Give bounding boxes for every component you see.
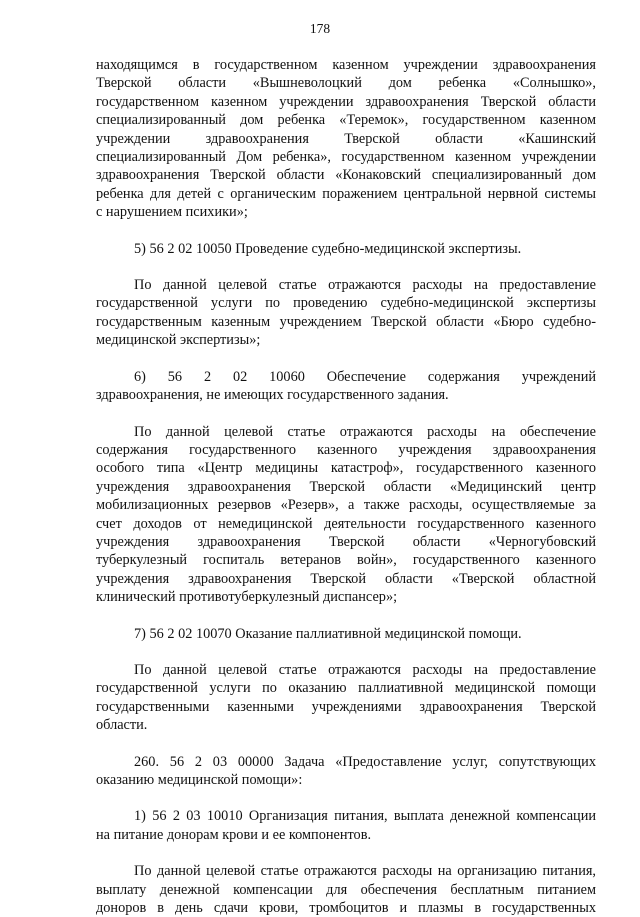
text-line: специализированный дом ребенка «Теремок», государственном казенном (96, 112, 596, 129)
paragraph (96, 625, 596, 643)
text-line: специализированный Дом ребенка», государственном казенном учреждении (96, 149, 596, 166)
text-line: на питание донорам крови и ее компонентов. (96, 826, 372, 843)
text-line: с нарушением психики»; (96, 204, 248, 221)
text-line: содержания государственного казенного учреждения здравоохранения (96, 441, 596, 458)
text-line: ребенка для детей с органическим поражением центральной нервной системы (96, 185, 596, 202)
text-line: Тверской области «Вышневолоцкий дом ребенка «Солнышко», (96, 75, 596, 92)
paragraph (96, 423, 596, 607)
text-line: здравоохранения Тверской области «Конаковский специализированный дом (96, 167, 596, 184)
text-line: 6) 56 2 02 10060 Обеспечение содержания учреждений (134, 368, 596, 385)
text-line: находящимся в государственном казенном учреждении здравоохранения (96, 57, 596, 73)
text-line: учреждения здравоохранения Тверской области «Черногубовский (96, 533, 596, 550)
paragraph (96, 276, 596, 350)
text-line: По данной целевой статье отражаются расходы на организацию питания, (134, 863, 596, 880)
paragraph (96, 240, 596, 258)
paragraph (96, 753, 596, 790)
text-line: государственном казенном учреждении здравоохранения Тверской области (96, 93, 596, 110)
text-line: оказанию медицинской помощи»: (96, 772, 303, 788)
text-line: здравоохранения, не имеющих государственного задания. (96, 387, 449, 404)
text-line: особого типа «Центр медицины катастроф», государственного казенного (96, 460, 596, 477)
text-line: государственной услуги по проведению судебно-медицинской экспертизы (96, 295, 596, 312)
text-line: учреждения здравоохранения Тверской области «Тверской областной (96, 570, 596, 587)
text-line: 7) 56 2 02 10070 Оказание паллиативной медицинской помощи. (134, 625, 522, 642)
paragraph (96, 862, 596, 917)
text-line: По данной целевой статье отражаются расходы на обеспечение (134, 423, 596, 440)
text-line: доноров в день сдачи крови, тромбоцитов и плазмы в государственных (96, 900, 596, 917)
text-line: государственной услуги по оказанию паллиативной медицинской помощи (96, 680, 596, 697)
text-line: области. (96, 717, 148, 734)
text-line: 260. 56 2 03 00000 Задача «Предоставление услуг, сопутствующих (134, 753, 596, 770)
text-line: 5) 56 2 02 10050 Проведение судебно-медицинской экспертизы. (134, 240, 522, 257)
paragraph (96, 56, 596, 222)
text-line: выплату денежной компенсации для обеспечения бесплатным питанием (96, 881, 596, 898)
text-line: По данной целевой статье отражаются расходы на предоставление (134, 661, 596, 678)
text-line: мобилизационных резервов «Резерв», а также расходы, осуществляемые за (96, 497, 596, 514)
text-line: клинический противотуберкулезный диспансер»; (96, 589, 398, 606)
text-line: государственными казенными учреждениями здравоохранения Тверской (96, 698, 596, 715)
document-body (96, 56, 596, 917)
text-line: По данной целевой статье отражаются расходы на предоставление (134, 277, 596, 294)
text-line: туберкулезный госпиталь ветеранов войн», государственного казенного (96, 552, 596, 569)
text-line: медицинской экспертизы»; (96, 332, 261, 349)
page-number: 178 (309, 21, 331, 36)
text-line: счет доходов от немедицинской деятельности государственного казенного (96, 515, 596, 532)
text-line: государственным казенным учреждением Тверской области «Бюро судебно- (96, 313, 596, 330)
paragraph (96, 661, 596, 735)
text-line: учреждения здравоохранения Тверской области «Медицинский центр (96, 478, 596, 495)
text-line: учреждении здравоохранения Тверской области «Кашинский (96, 130, 596, 147)
paragraph (96, 807, 596, 844)
text-line: 1) 56 2 03 10010 Организация питания, выплата денежной компенсации (134, 808, 596, 825)
paragraph (96, 368, 596, 405)
